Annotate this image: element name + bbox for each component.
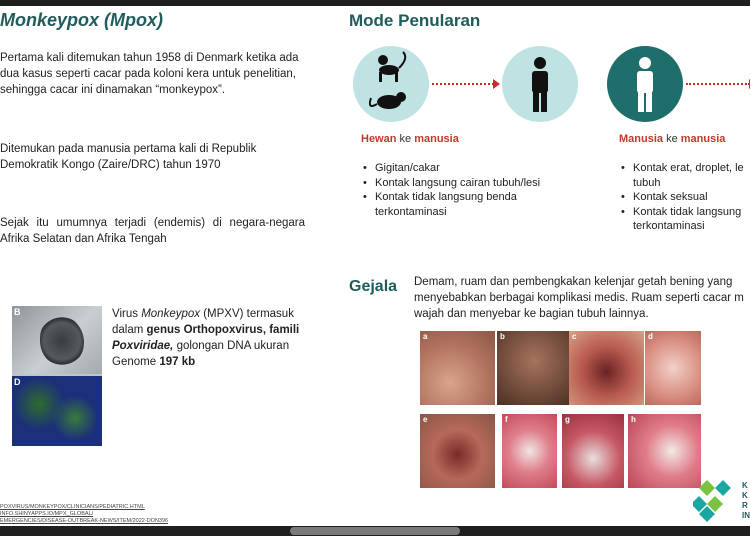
symptom-photo [569,331,644,405]
reference-link[interactable]: INFO.SHINYAPPS.IO/MPX_GLOBAL/ [0,511,94,517]
person-icon [502,46,578,122]
top-bar [0,0,750,6]
route-human-to-human [619,133,725,145]
reference-link[interactable]: EMERGENCIES/DISEASE-OUTBREAK-NEWS/ITEM/2022-DON396 [0,518,169,524]
virion-shape [40,316,84,366]
list-item: • Kontak tidak langsung benda terkontaminasi [361,190,551,219]
photo-label: b [500,332,505,341]
references [0,504,330,525]
symptom-photo [502,414,557,488]
bottom-bar [0,526,750,536]
virus-description [112,306,312,370]
symptom-photo [420,331,495,405]
list-item: • Gigitan/cakar [361,161,551,176]
route-target: manusia [414,133,459,145]
route-source: Manusia [619,133,664,145]
text-genome-size: 197 kb [159,356,196,368]
dotted-arrow-icon [686,83,750,85]
list-item: • Kontak langsung cairan tubuh/lesi [361,176,551,191]
panel-label-b: B [14,307,21,317]
person-white-icon [607,46,683,122]
route-source: Hewan [361,133,397,145]
human-transmission-list [619,161,750,234]
scrollbar-thumb[interactable] [290,527,460,535]
symptom-photo [645,331,701,405]
route-ke: ke [396,133,415,145]
symptom-photo [628,414,701,488]
text-virus: Virus [112,308,142,320]
kemenkes-logo [693,476,737,522]
person-circle [502,46,578,122]
micrograph-panel-b [12,306,102,374]
photo-label: e [423,415,428,424]
text-poxviridae: Poxviridae, [112,340,174,352]
section-title: Mode Penularan [349,11,481,30]
virus-micrograph [12,306,102,446]
text-genus: genus Orthopoxvirus, famili [146,324,300,336]
route-animal-to-human [361,133,459,145]
photo-label: a [423,332,428,341]
photo-label: g [565,415,570,424]
micrograph-panel-d [12,376,102,446]
symptoms-description: Demam, ruam dan pembengkakan kelenjar getah bening yang menyebabkan berbagai komplikasi medis. Ruam seperti cacar m wajah dan menyebar ke bagian tubuh lainnya. [414,276,744,320]
text-genome: golongan DNA ukuran Genome [112,340,290,368]
symptoms-title: Gejala [349,278,398,295]
list-item: • Kontak seksual [619,190,750,205]
paragraph-endemic: Sejak itu umumnya terjadi (endemis) di negara-negara Afrika Selatan dan Afrika Tengah [0,217,305,245]
dotted-arrow-icon [432,83,494,85]
text-mpxv: (MPXV) termasuk dalam [112,308,294,336]
paragraph-history: Pertama kali ditemukan tahun 1958 di Denmark ketika ada dua kasus seperti cacar pada koloni kera untuk penelitian, sehingga cacar ini dinamakan “monkeypox”. [0,52,299,96]
logo-text: K K R IN [742,481,750,520]
reference-link[interactable]: POXVIRUS/MONKEYPOX/CLINICIANS/PEDIATRIC.HTML [0,504,145,510]
animal-circle [353,46,429,122]
text-monkeypox: Monkeypox [141,308,201,320]
photo-label: h [631,415,636,424]
photo-label: d [648,332,653,341]
person-circle-dark [607,46,683,122]
route-ke: ke [663,133,681,145]
route-target: manusia [680,133,726,145]
symptom-photo [420,414,495,488]
list-item: • Kontak tidak langsung terkontaminasi [619,205,750,234]
photo-label: f [505,415,508,424]
panel-label-d: D [14,377,21,387]
rat-icon [353,46,429,122]
page-title: Monkeypox (Mpox) [0,10,164,30]
symptom-photo [497,331,572,405]
paragraph-first-human-case: Ditemukan pada manusia pertama kali di Republik Demokratik Kongo (Zaire/DRC) tahun 1970 [0,143,257,171]
animal-transmission-list [361,161,551,219]
symptom-photo [562,414,624,488]
photo-label: c [572,332,577,341]
list-item: • Kontak erat, droplet, le tubuh [619,161,750,190]
